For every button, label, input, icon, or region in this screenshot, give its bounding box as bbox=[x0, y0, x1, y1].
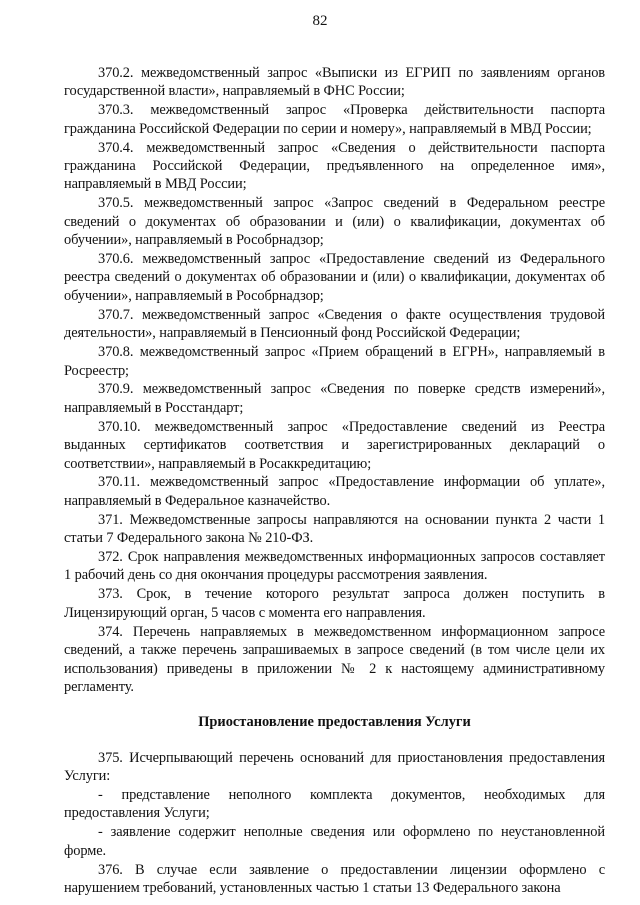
section-heading: Приостановление предоставления Услуги bbox=[198, 714, 471, 731]
list-item-incomplete-documents: - представление неполного комплекта документов, необходимых для предоставления Услуги; bbox=[64, 787, 605, 822]
page-number: 82 bbox=[312, 13, 328, 29]
document-body bbox=[64, 64, 605, 898]
paragraph-373: 373. Срок, в течение которого результат запроса должен поступить в Лицензирующий орган, 5 часов с момента его направления. bbox=[64, 586, 605, 621]
paragraph-376: 376. В случае если заявление о предоставлении лицензии оформлено с нарушением требований, установленных частью 1 статьи 13 Федерального закона bbox=[64, 861, 605, 897]
paragraph-370-6: 370.6. межведомственный запрос «Предоставление сведений из Федерального реестра сведений о документах об образовании и (или) о квалификации, документах об обучении», направляемый в Рособрнадзор; bbox=[64, 251, 605, 304]
paragraph-370-7: 370.7. межведомственный запрос «Сведения о факте осуществления трудовой деятельности», направляемый в Пенсионный фонд Российской Федерации; bbox=[64, 306, 605, 342]
paragraph-370-3: 370.3. межведомственный запрос «Проверка действительности паспорта гражданина Российской Федерации по серии и номеру», направляемый в МВД России; bbox=[64, 102, 605, 137]
paragraph-370-2: 370.2. межведомственный запрос «Выписки из ЕГРИП по заявлениям органов государственной власти», направляемый в ФНС России; bbox=[64, 65, 605, 100]
paragraph-370-10: 370.10. межведомственный запрос «Предоставление сведений из Реестра выданных сертификатов соответствия и зарегистрированных деклараций о соответствии», направляемый в Росаккредитацию; bbox=[64, 418, 605, 472]
paragraph-370-5: 370.5. межведомственный запрос «Запрос сведений в Федеральном реестре сведений о документах об образовании и (или) о квалификации, документах об обучении», направляемый в Рособрнадзор; bbox=[64, 195, 605, 249]
paragraph-370-11: 370.11. межведомственный запрос «Предоставление информации об уплате», направляемый в Федеральное казначейство. bbox=[64, 474, 605, 509]
paragraph-370-9: 370.9. межведомственный запрос «Сведения по поверке средств измерений», направляемый в Росстандарт; bbox=[64, 381, 605, 416]
paragraph-374: 374. Перечень направляемых в межведомственном информационном запросе сведений, а также перечень запрашиваемых в запросе сведений (в том числе цели их использования) приведены в приложении № 2 к настоящему административному регламенту. bbox=[64, 623, 605, 695]
paragraph-375: 375. Исчерпывающий перечень оснований для приостановления предоставления Услуги: bbox=[64, 749, 605, 785]
paragraph-370-4: 370.4. межведомственный запрос «Сведения о действительности паспорта гражданина Российской Федерации, предъявленного на определенное имя», направляемый в МВД России; bbox=[64, 139, 605, 193]
paragraph-371: 371. Межведомственные запросы направляются на основании пункта 2 части 1 статьи 7 Федерального закона № 210-ФЗ. bbox=[64, 511, 605, 547]
paragraph-372: 372. Срок направления межведомственных информационных запросов составляет 1 рабочий день со дня окончания процедуры рассмотрения заявления. bbox=[64, 549, 605, 584]
paragraph-370-8: 370.8. межведомственный запрос «Прием обращений в ЕГРН», направляемый в Росреестр; bbox=[64, 344, 605, 379]
list-item-incomplete-application: - заявление содержит неполные сведения или оформлено по неустановленной форме. bbox=[64, 824, 605, 859]
